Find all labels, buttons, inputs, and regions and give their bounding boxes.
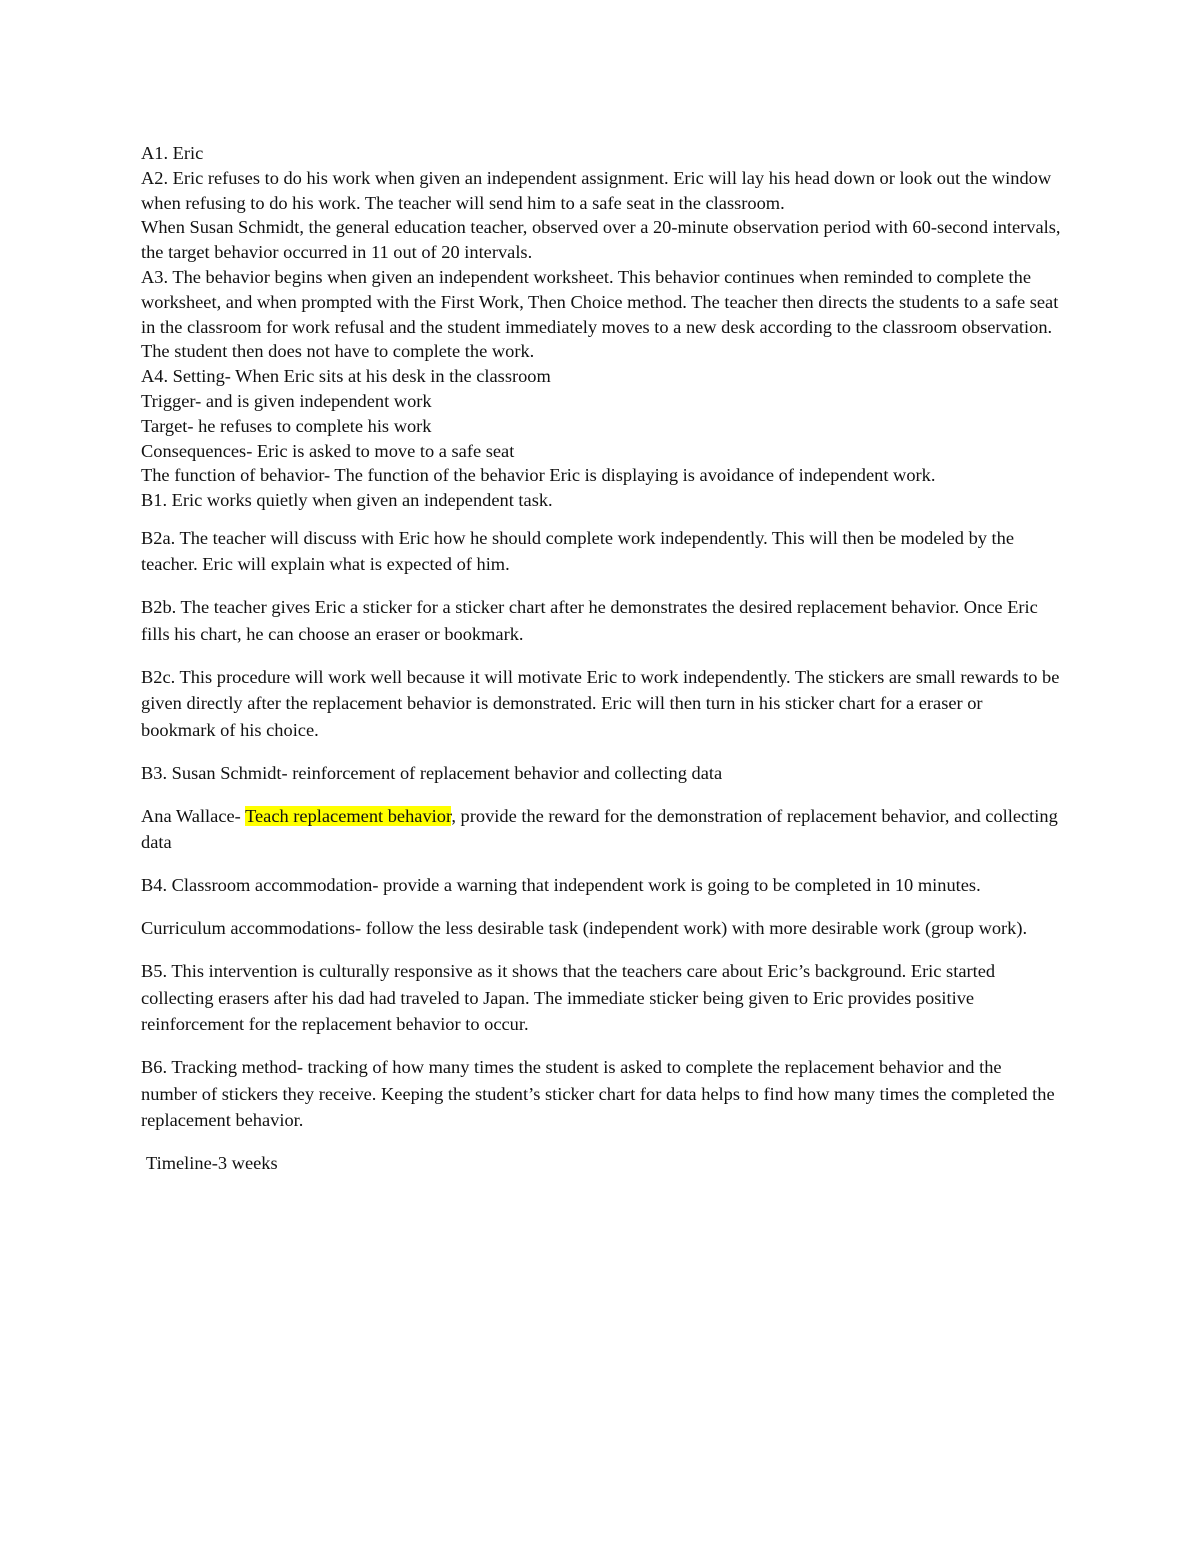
- paragraph-a4-setting: A4. Setting- When Eric sits at his desk in the classroom: [141, 366, 551, 387]
- paragraph-a4-trigger: Trigger- and is given independent work: [141, 390, 432, 411]
- paragraph-a2: A2. Eric refuses to do his work when given an independent assignment. Eric will lay his head down or look out the window when refusing to do his work. The teacher will send him to a safe seat in the classroom.: [141, 167, 1052, 213]
- paragraph-a1: A1. Eric: [141, 143, 204, 163]
- paragraph-b3-ana: [141, 803, 1061, 856]
- paragraph-b3: B3. Susan Schmidt- reinforcement of replacement behavior and collecting data: [141, 762, 723, 783]
- paragraph-a4-target: Target- he refuses to complete his work: [141, 415, 432, 436]
- section-b: [141, 525, 1061, 1177]
- paragraph-b5: B5. This intervention is culturally responsive as it shows that the teachers care about Eric’s background. Eric started collecting erasers after his dad had traveled to Japan. The immediate sticker being given to Eric provides positive reinforcement for the replacement behavior to occur.: [141, 961, 996, 1035]
- paragraph-b2a: B2a. The teacher will discuss with Eric how he should complete work independently. This will then be modeled by the teacher. Eric will explain what is expected of him.: [141, 527, 1015, 575]
- paragraph-a4-consequences: Consequences- Eric is asked to move to a safe seat: [141, 440, 515, 461]
- paragraph-b1: B1. Eric works quietly when given an independent task.: [141, 490, 553, 511]
- paragraph-b4: B4. Classroom accommodation- provide a warning that independent work is going to be completed in 10 minutes.: [141, 875, 981, 896]
- paragraph-timeline: Timeline-3 weeks: [146, 1153, 278, 1174]
- section-a: [141, 141, 1061, 513]
- paragraph-a4-function: The function of behavior- The function of the behavior Eric is displaying is avoidance of independent work.: [141, 465, 936, 486]
- paragraph-a3: A3. The behavior begins when given an independent worksheet. This behavior continues when reminded to complete the worksheet, and when prompted with the First Work, Then Choice method. The teacher then directs the students to a safe seat in the classroom for work refusal and the student immediately moves to a new desk according to the classroom observation. The student then does not have to complete the work.: [141, 266, 1059, 362]
- paragraph-b2c: B2c. This procedure will work well because it will motivate Eric to work independently. The stickers are small rewards to be given directly after the replacement behavior is demonstrated. Eric will then turn in his sticker chart for a eraser or bookmark of his choice.: [141, 666, 1060, 740]
- highlighted-text: Teach replacement behavior: [245, 805, 452, 826]
- paragraph-b2b: B2b. The teacher gives Eric a sticker for a sticker chart after he demonstrates the desired replacement behavior. Once Eric fills his chart, he can choose an eraser or bookmark.: [141, 597, 1038, 644]
- paragraph-observation: When Susan Schmidt, the general education teacher, observed over a 20-minute observation period with 60-second intervals, the target behavior occurred in 11 out of 20 intervals.: [141, 217, 1061, 263]
- paragraph-b4-curriculum: Curriculum accommodations- follow the less desirable task (independent work) with more desirable work (group work).: [141, 918, 1028, 939]
- ana-prefix: Ana Wallace-: [141, 805, 246, 826]
- ana-rest: , provide the reward for the demonstration of replacement behavior, and collecting data: [141, 805, 1058, 853]
- paragraph-b6: B6. Tracking method- tracking of how many times the student is asked to complete the replacement behavior and the number of stickers they receive. Keeping the student’s sticker chart for data helps to find how many times the completed the replacement behavior.: [141, 1057, 1055, 1131]
- document-page: [141, 141, 1061, 1193]
